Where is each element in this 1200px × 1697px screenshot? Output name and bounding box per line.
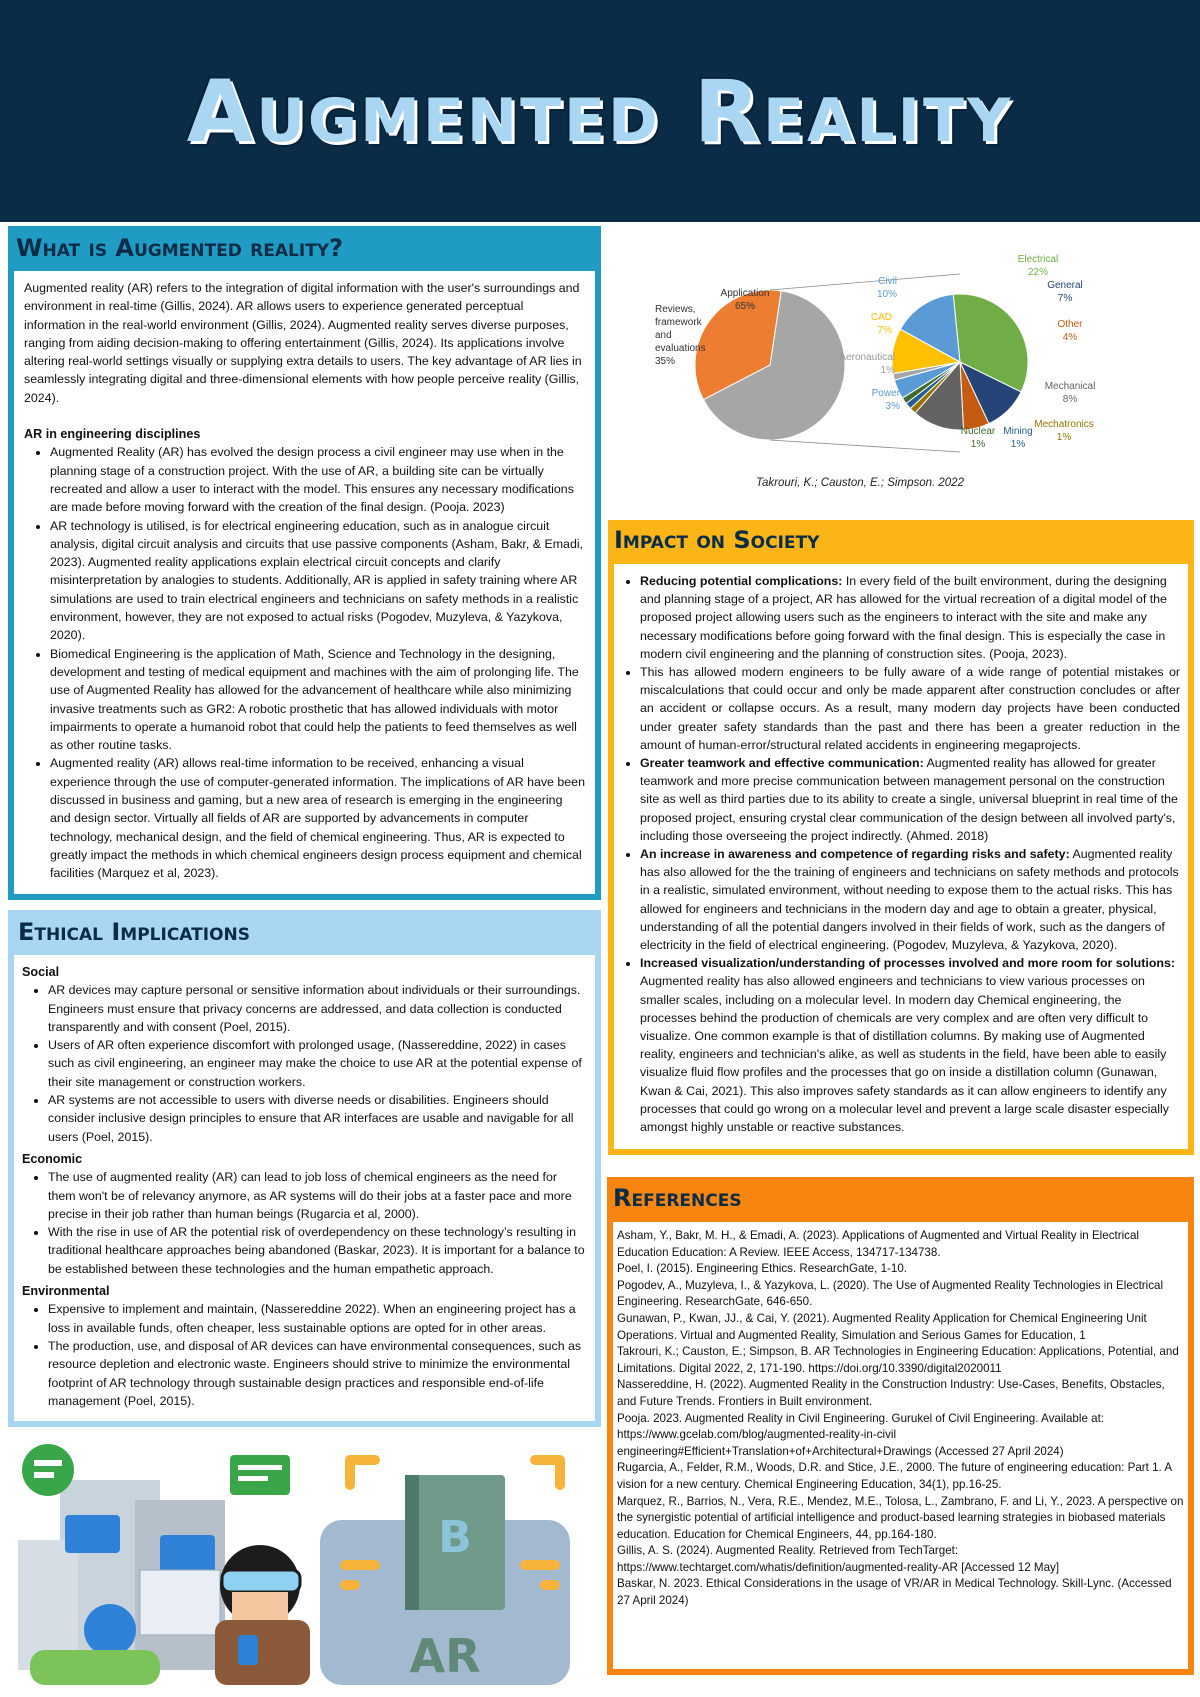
- frame-corner-icon: [350, 1460, 375, 1485]
- economic-heading: Economic: [22, 1151, 83, 1166]
- what-is-ar-body: [14, 271, 595, 894]
- references-body: [613, 1222, 1188, 1669]
- impact-item: [640, 572, 1180, 663]
- chat-bubble-icon: [22, 1444, 74, 1496]
- pie-label-cad: CAD 7%: [870, 312, 892, 336]
- ethical-implications-body: [14, 955, 595, 1421]
- reference-entry: Gunawan, P., Kwan, JJ., & Cai, Y. (2021). Augmented Reality Application for Chemical Engineering Unit Operations. Virtual and Augmented Reality, Simulation and Serious Games for Education, 1: [617, 1311, 1147, 1342]
- list-item: • AR devices may capture personal or sensitive information about individuals or their surroundings. Engineers must ensure that privacy concerns are addressed, and data collection is conducted transparently and with consent (Poel, 2015).: [48, 981, 587, 1036]
- ethical-implications-heading: Ethical Implications: [18, 918, 250, 946]
- impact-item-title: Reducing potential complications:: [640, 574, 843, 588]
- references-heading: References: [613, 1184, 742, 1212]
- ar-label: AR: [409, 1629, 481, 1683]
- what-is-ar-heading: What is Augmented reality?: [16, 234, 344, 262]
- impact-item-title: Greater teamwork and effective communication:: [640, 756, 924, 771]
- pie-label-power: Power 3%: [871, 388, 900, 412]
- what-is-ar-panel: [8, 226, 601, 900]
- impact-list: [640, 572, 1180, 1136]
- reference-entry: Asham, Y., Bakr, M. H., & Emadi, A. (2023). Applications of Augmented and Virtual Reality in Electrical Education Education: A Review. IEEE Access, 134717-134738.: [617, 1229, 1139, 1259]
- pie-label-mechatronics: Mechatronics 1%: [1034, 419, 1094, 443]
- social-list: [48, 981, 587, 1146]
- pie-label-nuclear: Nuclear 1%: [960, 426, 996, 450]
- list-item: • Augmented Reality (AR) has evolved the design process a civil engineer may use when in the planning stage of a construction project. With the use of AR, a building site can be virtually recreated and allow a user to interact with the model. This ensures any necessary modifications are made before moving forward with the creation of the final design. (Pooja. 2023): [50, 443, 585, 516]
- reference-entry: Nassereddine, H. (2022). Augmented Reality in the Construction Industry: Use-Cases, Benefits, Obstacles, and Future Trends. Frontiers in Built environment.: [617, 1378, 1165, 1408]
- list-item: • Augmented reality (AR) allows real-time information to be received, enhancing a visual experience through the use of computer-generated information. The implications of AR have been discussed in business and gaming, but a new area of research is emerging in the engineering and design sector. Virtually all fields of AR are supported by advancements in computer technology, mechanical design, and the field of chemical engineering. Thus, AR is expected to greatly impact the methods in which chemical engineers design process equipment and chemical facilities (Marquez et al, 2023).: [50, 754, 585, 882]
- what-is-ar-intro: Augmented reality (AR) refers to the integration of digital information with the user's surroundings and environment in real-time (Gillis, 2024). AR allows users to experience generated perceptual information in the real-world environment (Gillis, 2024). Augmented reality serves diverse purposes, ranging from aiding decision-making to offering entertainment (Gillis, 2024). Its applications involve altering real-world settings visually or supplying extra details to users. The key advantage of AR lies in seamlessly integrating digital and three-dimensional elements with how people perceive reality (Gillis, 2024).: [24, 281, 582, 405]
- pie-label-electrical: Electrical 22%: [1017, 254, 1059, 278]
- references-panel: [607, 1177, 1194, 1675]
- list-item: • Expensive to implement and maintain, (Nassereddine 2022). When an engineering project has a loss in available funds, often cheaper, less sustainable options are opted for in other areas.: [48, 1300, 587, 1337]
- book-letter: B: [438, 1512, 472, 1563]
- pie-label-other: Other 4%: [1057, 319, 1083, 343]
- impact-on-society-body: [614, 564, 1188, 1149]
- list-item: • With the rise in use of AR the potential risk of overdependency on these technology’s resulting in traditional healthcare approaches being abandoned (Baskar, 2023). It is important for a balance to be established between these technologies and the human empathetic approach.: [48, 1223, 587, 1278]
- impact-item-text: In every field of the built environment, during the designing and planning stage of a project, AR has allowed for the virtual recreation of a digital model of the proposed project allowing users such as the engineers to interact with the site and make any necessary modifications before going forward with the final design. This is especially the case in modern civil engineering and the planning of construction sites. (Pooja, 2023).: [640, 574, 1167, 661]
- chart-caption: Takrouri, K.; Causton, E.; Simpson. 2022: [756, 477, 964, 489]
- pie-label-application: Application 65%: [720, 288, 770, 312]
- reference-entry: Baskar, N. 2023. Ethical Considerations in the usage of VR/AR in Medical Technology. Skill-Lync. (Accessed 27 April 2024): [617, 1577, 1172, 1608]
- impact-on-society-heading: Impact on Society: [614, 526, 820, 554]
- reference-entry: Rugarcia, A., Felder, R.M., Woods, D.R. and Stice, J.E., 2000. The future of engineering education: Part 1. A vision for a new century. Chemical Engineering Education, 34(1), pp.16-25.: [617, 1461, 1172, 1491]
- page-title: Augmented Reality: [186, 62, 1014, 162]
- reference-entry: Marquez, R., Barrios, N., Vera, R.E., Mendez, M.E., Tolosa, L., Zambrano, F. and Li, Y., 2023. A perspective on the synergistic potential of artificial intelligence and product-based learning strategies in biobased materials education. Education for Chemical Engineers, 44, pp.164-180.: [617, 1494, 1184, 1541]
- impact-item-title: An increase in awareness and competence of regarding risks and safety:: [640, 847, 1070, 862]
- impact-item: [640, 845, 1180, 954]
- reference-entry: Takrouri, K.; Causton, E.; Simpson, B. AR Technologies in Engineering Education: Applications, Potential, and Limitations. Digital 2022, 2, 171-190. https://doi.org/10.3390/digital2020011: [617, 1345, 1179, 1375]
- economic-list: [48, 1168, 587, 1278]
- impact-item-text: Augmented reality has also allowed engineers and technicians to view various processes on smaller scales, including on a molecular level. In modern day Chemical engineering, the processes behind the production of chemicals are very complex and are often very difficult to visualize. One common example is that of distillation columns. By making use of Augmented reality, engineers and technician's alike, as well as students in the field, have been able to easily visualize fluid flow profiles and the processes that go on inside a distillation column (Gunawan, Kwan & Cai, 2021). This also improves safety standards as it can allow engineers to identify any processes that could go wrong on a molecular level and prevent a large scale disaster especially amongst highly unstable or reactive substances.: [640, 974, 1169, 1135]
- ethical-implications-panel: [8, 910, 601, 1427]
- engineer-ar-illustration: [10, 1440, 310, 1685]
- list-item: • AR technology is utilised, is for electrical engineering education, such as in analogue circuit analysis, digital circuit analysis and circuits that use passive components (Asham, Bakr, & Emadi, 2023). Augmented reality applications explain electrical circuit concepts and clarify misinterpretation by analogies to students. Additionally, AR is applied in safety training where AR simulations are used to train electrical engineers and technicians on safety methods in a realistic environment, however, they are not exposed to actual risks (Pogodev, Muzyleva, & Yazykova, 2020).: [50, 517, 585, 645]
- title-banner: [0, 0, 1200, 222]
- impact-item-text: Augmented reality has allowed for greater teamwork and more precise communication between management personal on the construction site as well as third parties due to its ability to create a single, universal blueprint in real time of the proposed project, ensuring crystal clear communication of the design between all involved party's, including those overseeing the project indirectly. (Ahmed. 2018): [640, 756, 1178, 843]
- list-item: • Users of AR often experience discomfort with prolonged usage, (Nassereddine, 2022) in cases such as civil engineering, an engineer may make the choice to use AR at the potential expense of their site management or construction workers.: [48, 1036, 587, 1091]
- pie-chart-figure: [655, 254, 1140, 492]
- list-item: • The production, use, and disposal of AR devices can have environmental consequences, such as resource depletion and electronic waste. Engineers should strive to minimize the environmental footprint of AR technology through sustainable design practices and responsible end-of-life management (Poel, 2015).: [48, 1337, 587, 1410]
- globe-icon: [84, 1604, 136, 1656]
- pie-label-general: General 7%: [1047, 280, 1083, 304]
- pie-label-civil: Civil 10%: [876, 276, 897, 300]
- list-item: • AR systems are not accessible to users with diverse needs or disabilities. Engineers should consider inclusive design principles to ensure that AR interfaces are usable and navigable for all users (Poel, 2015).: [48, 1091, 587, 1146]
- impact-item: [640, 663, 1180, 754]
- impact-on-society-panel: [608, 520, 1194, 1155]
- impact-item-title: Increased visualization/understanding of processes involved and more room for solutions:: [640, 956, 1175, 971]
- pie-chart-svg: [655, 254, 1140, 492]
- list-item: • Biomedical Engineering is the application of Math, Science and Technology in the designing, development and testing of medical equipment and machines with the aim of prolonging life. The use of Augmented Reality has allowed for the advancement of healthcare while also minimizing invasive treatments such as GR2: A robotic prosthetic that has allowed individuals with motor impairments to operate a humanoid robot that could help the patients to feed themselves as well as other routine tasks.: [50, 645, 585, 755]
- reference-entry: Pogodev, A., Muzyleva, I., & Yazykova, L. (2020). The Use of Augmented Reality Technologies in Electrical Engineering. ResearchGate, 646-650.: [617, 1278, 1164, 1309]
- list-item: • The use of augmented reality (AR) can lead to job loss of chemical engineers as the need for them won't be of relevancy anymore, as AR systems will do their jobs at a faster pace and more precise in their job rather than human beings (Rugarcia et al, 2000).: [48, 1168, 587, 1223]
- impact-item-text: This has allowed modern engineers to be fully aware of a wide range of potential mistakes or miscalculations that could occur and only be made apparent after construction concludes or after an accident or collapse occurs. As a result, many modern day projects have been conducted under greater safety standards than the past and there has been a greater reduction in the amount of human-error/structural related accidents in engineering megaprojects.: [640, 665, 1180, 752]
- message-icon: [230, 1455, 290, 1495]
- ar-book-illustration: [310, 1440, 600, 1685]
- reference-entry: Poel, I. (2015). Engineering Ethics. ResearchGate, 1-10.: [617, 1262, 908, 1276]
- social-heading: Social: [22, 965, 60, 979]
- pie-label-mining: Mining 1%: [1003, 426, 1033, 450]
- pie-label-aeronautical: Aeronautical 1%: [839, 352, 895, 376]
- environmental-list: [48, 1300, 587, 1410]
- environmental-heading: Environmental: [22, 1284, 110, 1299]
- impact-item-text: Augmented reality has also allowed for the the training of engineers and technicians on safety methods and protocols in a realistic, simulated environment, without needing to expose them to the actual risks. This has allowed for engineers and technicians in the modern day and age to obtain a greater, physical, understanding of all the potential dangers involved in their fields of work, such as the dangers of electricity in the field of electrical engineering. (Pogodev, Muzyleva, & Yazykova, 2020).: [640, 847, 1179, 953]
- pie-label-mechanical: Mechanical 8%: [1044, 381, 1096, 405]
- engineering-disciplines-heading: AR in engineering disciplines: [24, 427, 201, 442]
- engineering-disciplines-list: [50, 443, 585, 882]
- impact-item: [640, 754, 1180, 845]
- reference-entry: Pooja. 2023. Augmented Reality in Civil Engineering. Gurukel of Civil Engineering. Available at: https://www.gcelab.com/blog/augmented-reality-in-civil engineering#Efficient+Translation+of+Architectural+Drawings (Accessed 27 April 2024): [617, 1411, 1105, 1458]
- reference-entry: Gillis, A. S. (2024). Augmented Reality. Retrieved from TechTarget: https://www.techtarget.com/whatis/definition/augmented-reality-AR [Accessed 12 May]: [617, 1544, 1060, 1574]
- message-icon: [65, 1515, 120, 1553]
- impact-item: [640, 954, 1180, 1136]
- pie-label-reviews: Reviews, framework and evaluations 35%: [655, 304, 706, 367]
